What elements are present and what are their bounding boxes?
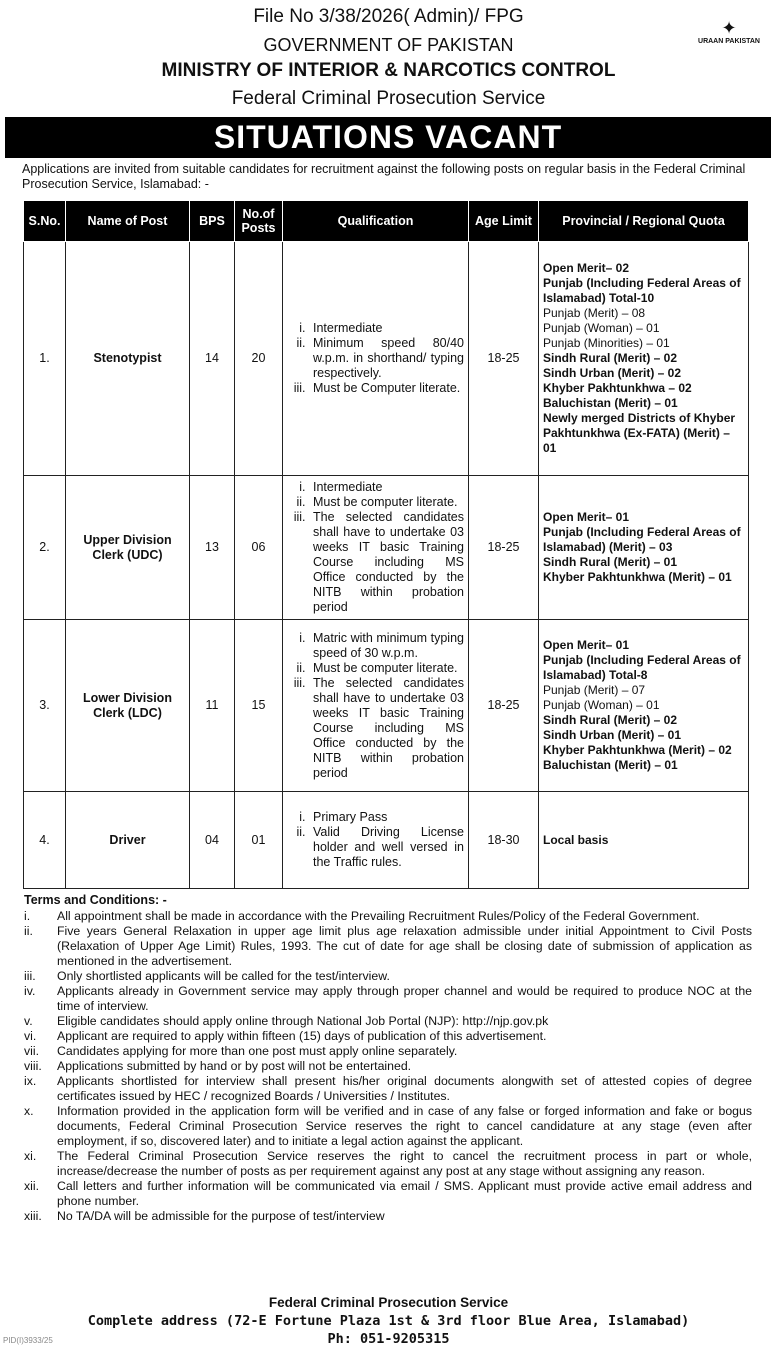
footer-phone: Ph: 051-9205315	[327, 1331, 450, 1347]
cell-quota	[539, 476, 749, 620]
term-item	[24, 909, 752, 924]
qualification-item: ii. Must be computer literate.	[309, 661, 464, 676]
qualification-item: i. Intermediate	[309, 321, 464, 336]
cell-bps: 13	[190, 476, 235, 620]
cell-posts: 20	[235, 242, 283, 476]
header-quota: Provincial / Regional Quota	[539, 201, 749, 242]
term-number: vi.	[24, 1029, 37, 1043]
quota-item: Open Merit– 01	[543, 510, 630, 524]
cell-sno: 1.	[24, 242, 66, 476]
cell-quota	[539, 792, 749, 889]
term-item	[24, 1059, 752, 1074]
term-item	[24, 1074, 752, 1104]
uraan-pakistan-logo	[694, 18, 764, 53]
term-text: Applicants shortlisted for interview shall present his/her original documents alongwith set of attested copies of degree certificates issued by HEC / recognized Boards / Universities / Institutes.	[57, 1074, 752, 1103]
term-item	[24, 1209, 752, 1224]
quota-item: Sindh Urban (Merit) – 02	[543, 366, 682, 380]
cell-post: Upper Division Clerk (UDC)	[66, 476, 190, 620]
term-text: Only shortlisted applicants will be called for the test/interview.	[57, 969, 390, 983]
cell-bps: 11	[190, 620, 235, 792]
qualification-item: i. Intermediate	[309, 480, 464, 495]
quota-item: Punjab (Woman) – 01	[543, 321, 660, 335]
quota-item: Baluchistan (Merit) – 01	[543, 758, 678, 772]
table-row	[24, 476, 749, 620]
footer-address: Complete address (72-E Fortune Plaza 1st & 3rd floor Blue Area, Islamabad)	[87, 1313, 690, 1329]
quota-item: Sindh Rural (Merit) – 02	[543, 351, 678, 365]
cell-sno: 2.	[24, 476, 66, 620]
quota-item: Punjab (Minorities) – 01	[543, 336, 670, 350]
logo-bird-icon: ✦	[721, 18, 737, 38]
cell-age: 18-25	[469, 476, 539, 620]
term-item	[24, 1044, 752, 1059]
term-number: x.	[24, 1104, 34, 1118]
quota-item: Local basis	[543, 832, 609, 847]
quota-item: Khyber Pakhtunkhwa – 02	[543, 381, 692, 395]
term-item	[24, 984, 752, 1014]
term-text: Eligible candidates should apply online through National Job Portal (NJP): http://njp.gov.pk	[57, 1014, 549, 1028]
terms-title: Terms and Conditions: -	[24, 893, 167, 907]
term-number: v.	[24, 1014, 33, 1028]
table-row	[24, 792, 749, 889]
term-item	[24, 1179, 752, 1209]
intro-text: Applications are invited from suitable candidates for recruitment against the following posts on regular basis in the Federal Criminal Prosecution Service, Islamabad: -	[22, 162, 746, 191]
term-number: ii.	[24, 924, 33, 938]
ministry-title: MINISTRY OF INTERIOR & NARCOTICS CONTROL	[161, 60, 616, 81]
cell-posts: 15	[235, 620, 283, 792]
cell-posts: 01	[235, 792, 283, 889]
table-row	[24, 620, 749, 792]
logo-name: URAAN PAKISTAN	[698, 38, 760, 45]
cell-qualification	[283, 792, 469, 889]
quota-item: Punjab (Woman) – 01	[543, 698, 660, 712]
term-item	[24, 969, 752, 984]
term-text: No TA/DA will be admissible for the purpose of test/interview	[57, 1209, 385, 1223]
header-posts: No.of Posts	[235, 201, 283, 242]
term-number: vii.	[24, 1044, 40, 1058]
file-number: File No 3/38/2026( Admin)/ FPG	[253, 6, 524, 27]
quota-item: Punjab (Merit) – 08	[543, 306, 646, 320]
service-title: Federal Criminal Prosecution Service	[231, 88, 546, 109]
term-item	[24, 1149, 752, 1179]
term-text: Candidates applying for more than one post must apply online separately.	[57, 1044, 458, 1058]
qualification-item: ii. Minimum speed 80/40 w.p.m. in shorthand/ typing respectively.	[309, 336, 464, 381]
term-number: xi.	[24, 1149, 37, 1163]
qualification-list	[287, 631, 464, 781]
quota-item: Punjab (Including Federal Areas of Islamabad) Total-8	[543, 653, 741, 682]
qualification-item: ii. Must be computer literate.	[309, 495, 464, 510]
header-qualification: Qualification	[283, 201, 469, 242]
term-number: iii.	[24, 969, 36, 983]
quota-item: Punjab (Merit) – 07	[543, 683, 646, 697]
term-text: Five years General Relaxation in upper age limit plus age relaxation admissible under initial Appointment to Civil Posts (Relaxation of Upper Age Limit) Rules, 1993. The cut of date for age shall be closing date of submission of application as mentioned in the advertisement.	[57, 924, 752, 968]
cell-qualification	[283, 242, 469, 476]
term-text: Applicants already in Government service may apply through proper channel and would be required to produce NOC at the time of interview.	[57, 984, 752, 1013]
cell-bps: 04	[190, 792, 235, 889]
quota-item: Sindh Rural (Merit) – 01	[543, 555, 678, 569]
qualification-item: iii. The selected candidates shall have to undertake 03 weeks IT basic Training Course including MS Office conducted by the NITB within probation period	[309, 510, 464, 615]
quota-item: Punjab (Including Federal Areas of Islamabad) (Merit) – 03	[543, 525, 741, 554]
quota-item: Punjab (Including Federal Areas of Islamabad) Total-10	[543, 276, 741, 305]
term-text: All appointment shall be made in accordance with the Prevailing Recruitment Rules/Policy of the Federal Government.	[57, 909, 700, 923]
cell-quota	[539, 620, 749, 792]
table-header-row	[24, 201, 749, 242]
qualification-item: i. Matric with minimum typing speed of 30 w.p.m.	[309, 631, 464, 661]
qualification-list	[287, 480, 464, 615]
header-age: Age Limit	[469, 201, 539, 242]
cell-post: Lower Division Clerk (LDC)	[66, 620, 190, 792]
quota-item: Open Merit– 01	[543, 638, 630, 652]
footer-org: Federal Criminal Prosecution Service	[268, 1295, 509, 1310]
cell-post: Stenotypist	[66, 242, 190, 476]
cell-posts: 06	[235, 476, 283, 620]
term-item	[24, 1014, 752, 1029]
header-bps: BPS	[190, 201, 235, 242]
term-text: Applicant are required to apply within fifteen (15) days of publication of this advertisement.	[57, 1029, 547, 1043]
quota-item: Sindh Urban (Merit) – 01	[543, 728, 682, 742]
term-number: xiii.	[24, 1209, 42, 1223]
cell-bps: 14	[190, 242, 235, 476]
situations-vacant-banner: SITUATIONS VACANT	[5, 117, 771, 158]
qualification-item: iii. Must be Computer literate.	[309, 381, 464, 396]
cell-qualification	[283, 620, 469, 792]
pid-reference: PID(I)3933/25	[3, 1336, 53, 1345]
terms-list	[24, 909, 752, 1224]
quota-item: Khyber Pakhtunkhwa (Merit) – 02	[543, 743, 732, 757]
cell-quota	[539, 242, 749, 476]
qualification-item: ii. Valid Driving License holder and well versed in the Traffic rules.	[309, 825, 464, 870]
logo-tagline	[694, 46, 764, 53]
term-number: ix.	[24, 1074, 37, 1088]
qualification-list	[287, 321, 464, 396]
term-text: The Federal Criminal Prosecution Service reserves the right to cancel the recruitment process in part or whole, increase/decrease the number of posts as per requirement against any post at any stage without assigning any reason.	[57, 1149, 752, 1178]
qualification-item: iii. The selected candidates shall have to undertake 03 weeks IT basic Training Course including MS Office conducted by the NITB within probation period	[309, 676, 464, 781]
term-text: Call letters and further information will be communicated via email / SMS. Applicant must provide active email address and phone number.	[57, 1179, 752, 1208]
header-sno: S.No.	[24, 201, 66, 242]
cell-qualification	[283, 476, 469, 620]
qualification-item: i. Primary Pass	[309, 810, 464, 825]
cell-age: 18-30	[469, 792, 539, 889]
term-item	[24, 924, 752, 969]
quota-item: Open Merit– 02	[543, 261, 630, 275]
qualification-list	[287, 810, 464, 870]
term-text: Applications submitted by hand or by post will not be entertained.	[57, 1059, 412, 1073]
term-number: iv.	[24, 984, 36, 998]
quota-item: Baluchistan (Merit) – 01	[543, 396, 678, 410]
cell-sno: 3.	[24, 620, 66, 792]
term-number: i.	[24, 909, 31, 923]
term-item	[24, 1029, 752, 1044]
posts-table	[23, 200, 749, 889]
cell-post: Driver	[66, 792, 190, 889]
term-item	[24, 1104, 752, 1149]
header-post: Name of Post	[66, 201, 190, 242]
table-row	[24, 242, 749, 476]
quota-item: Khyber Pakhtunkhwa (Merit) – 01	[543, 570, 732, 584]
term-text: Information provided in the application form will be verified and in case of any false or forged information and fake or bogus documents, Federal Criminal Prosecution Service reserves the right to cancel candidature at any stage (even after employment, if so, discovered later) and to initiate a legal action against the applicant.	[57, 1104, 752, 1148]
cell-sno: 4.	[24, 792, 66, 889]
term-number: xii.	[24, 1179, 40, 1193]
cell-age: 18-25	[469, 620, 539, 792]
government-title: GOVERNMENT OF PAKISTAN	[263, 35, 514, 55]
cell-age: 18-25	[469, 242, 539, 476]
term-number: viii.	[24, 1059, 42, 1073]
quota-item: Newly merged Districts of Khyber Pakhtunkhwa (Ex-FATA) (Merit) – 01	[543, 411, 736, 455]
quota-item: Sindh Rural (Merit) – 02	[543, 713, 678, 727]
